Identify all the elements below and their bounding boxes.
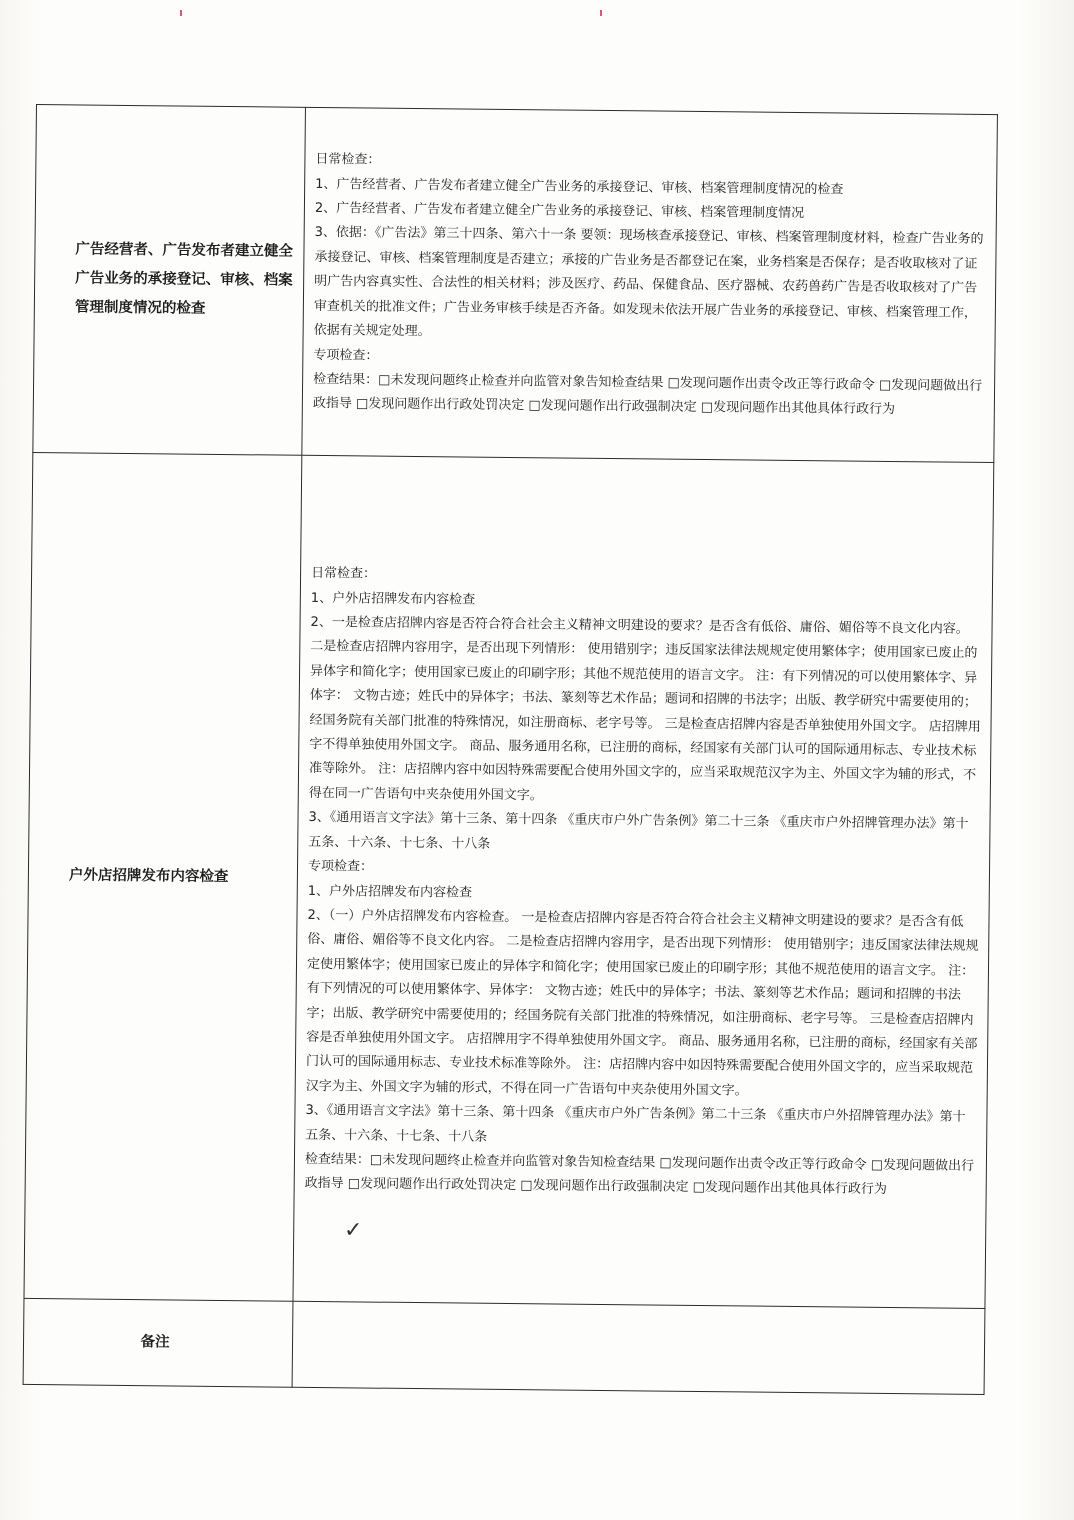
content-line: 专项检查： <box>313 347 379 364</box>
scan-mark <box>600 10 602 16</box>
content-line: 2、广告经营者、广告发布者建立健全广告业务的承接登记、审核、档案管理制度情况 <box>314 201 805 222</box>
handwritten-check-icon: ✓ <box>344 1218 363 1243</box>
table-row <box>24 452 994 1308</box>
content-line: 检查结果：□未发现问题终止检查并向监管对象告知检查结果 □发现问题作出责令改正等行政命令 □发现问题做出行政指导 □发现问题作出行政处罚决定 □发现问题作出行政强制决定 □发现问题作出其他具体行政行为 <box>304 1151 975 1198</box>
content-line: 日常检查： <box>315 152 381 168</box>
content-line: 2、（一）户外店招牌发布内容检查。 一是检查店招牌内容是否符合符合社会主义精神文明建设的要求？是否含有低俗、庸俗、媚俗等不良文化内容。 二是检查店招牌内容用字，是否出现下列情形： 使用错别字；违反国家法律法规规定使用繁体字；使用国家已废止的异体字和简化字；使用国家已废止的印刷字形；其他不规范使用的语言文字。 注：有下列情况的可以使用繁体字、异体字： 文物古迹；姓氏中的异体字；书法、篆刻等艺术作品；题词和招牌的书法字；出版、教学研究中需要使用的；经国务院有关部门批准的特殊情况，如注册商标、老字号等。 三是检查店招牌内容是否单独使用外国文字。 店招牌用字不得单独使用外国文字。 商品、服务通用名称，已注册的商标，经国家有关部门认可的国际通用标志、专业技术标准等除外。 注：店招牌内容中如因特殊需要配合使用外国文字的，应当采取规范汉字为主、外国文字为辅的形式，不得在同一广告语句中夹杂使用外国文字。 <box>305 907 979 1099</box>
content-line: 3、《通用语言文字法》第十三条、第十四条 《重庆市户外广告条例》第二十三条 《重庆市户外招牌管理办法》第十五条、十六条、十七条、十八条 <box>308 810 969 852</box>
row-label: 广告经营者、广告发布者建立健全广告业务的承接登记、审核、档案管理制度情况的检查 <box>33 105 306 456</box>
inspection-table <box>23 104 998 1395</box>
row-content <box>293 455 994 1308</box>
content-line: 专项检查： <box>307 858 374 875</box>
content-line: 检查结果：□未发现问题终止检查并向监管对象告知检查结果 □发现问题作出责令改正等行政命令 □发现问题做出行政指导 □发现问题作出行政处罚决定 □发现问题作出行政强制决定 □发现问题作出其他具体行政行为 <box>312 371 983 418</box>
content-line: 2、一是检查店招牌内容是否符合符合社会主义精神文明建设的要求？是否含有低俗、庸俗、媚俗等不良文化内容。 二是检查店招牌内容用字，是否出现下列情形： 使用错别字；违反国家法律法规规定使用繁体字；使用国家已废止的异体字和简化字；使用国家已废止的印刷字形；其他不规范使用的语言文字。 注：有下列情况的可以使用繁体字、异体字： 文物古迹；姓氏中的异体字；书法、篆刻等艺术作品；题词和招牌的书法字；出版、教学研究中需要使用的；经国务院有关部门批准的特殊情况，如注册商标、老字号等。 三是检查店招牌内容是否单独使用外国文字。 店招牌用字不得单独使用外国文字。 商品、服务通用名称，已注册的商标，经国家有关部门认可的国际通用标志、专业技术标准等除外。 注：店招牌内容中如因特殊需要配合使用外国文字的，应当采取规范汉字为主、外国文字为辅的形式，不得在同一广告语句中夹杂使用外国文字。 <box>308 614 981 804</box>
content-line: 3、《通用语言文字法》第十三条、第十四条 《重庆市户外广告条例》第二十三条 《重庆市户外招牌管理办法》第十五条、十六条、十七条、十八条 <box>305 1103 966 1145</box>
table-row <box>33 105 998 463</box>
row-label: 户外店招牌发布内容检查 <box>24 452 302 1301</box>
remarks-label: 备注 <box>23 1298 293 1387</box>
content-line: 1、广告经营者、广告发布者建立健全广告业务的承接登记、审核、档案管理制度情况的检查 <box>315 176 844 198</box>
content-line: 1、户外店招牌发布内容检查 <box>307 883 473 901</box>
row-content <box>302 107 998 462</box>
table-row <box>23 1298 985 1394</box>
content-line: 3、依据：《广告法》第三十四条、第六十一条 要领：现场核查承接登记、审核、档案管理制度材料，检查广告业务的承接登记、审核、档案管理制度是否建立；承接的广告业务是否都登记在案，业务档案是否保存；是否收取核对了证明广告内容真实性、合法性的相关材料；涉及医疗、药品、保健食品、医疗器械、农药兽药广告是否收取核对了广告审查机关的批准文件；广告业务审核手续是否齐备。如发现未依法开展广告业务的承接登记、审核、档案管理工作，依据有关规定处理。 <box>313 225 984 340</box>
content-line: 1、户外店招牌发布内容检查 <box>310 590 476 608</box>
scan-mark <box>180 10 182 16</box>
content-line: 日常检查： <box>311 566 377 582</box>
remarks-content <box>292 1301 985 1394</box>
